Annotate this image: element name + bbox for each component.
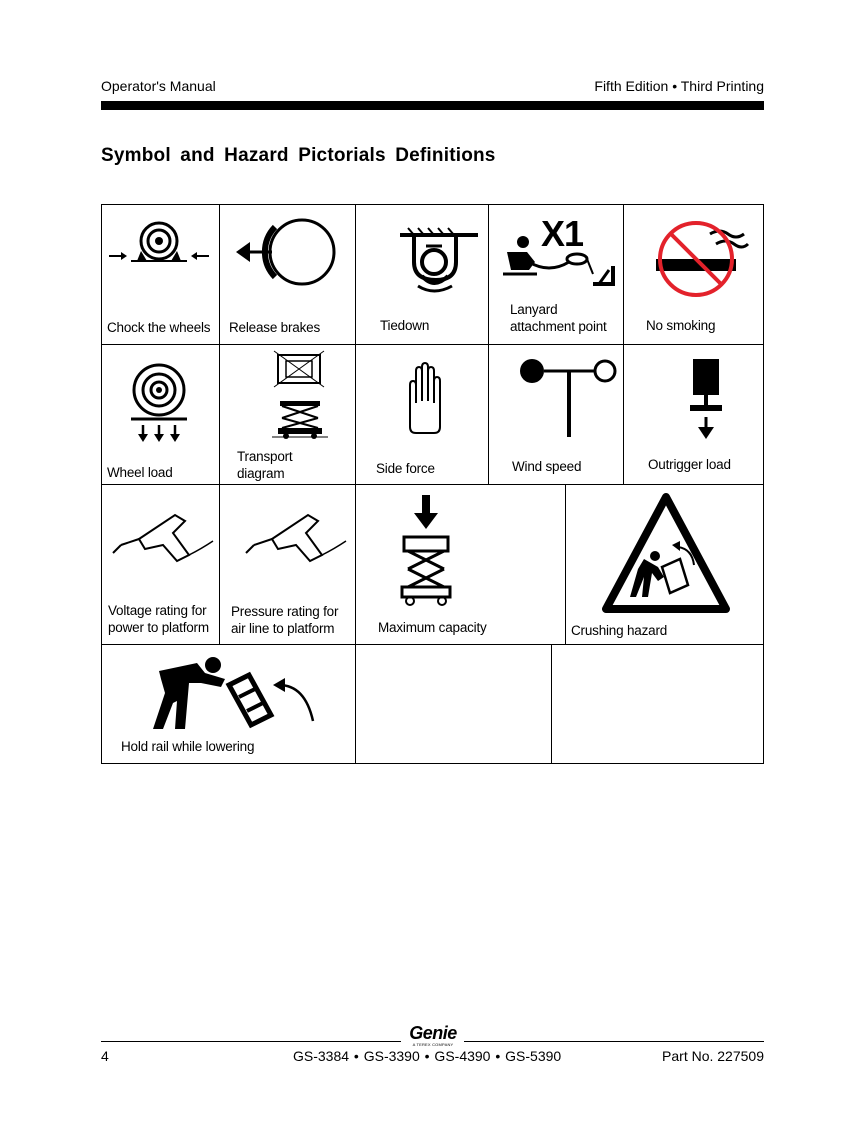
symbol-cell-transport-diagram [220, 345, 355, 484]
symbol-cell-tiedown [356, 204, 488, 344]
symbol-caption: Outrigger load [648, 457, 731, 472]
symbol-caption: Maximum capacity [378, 620, 487, 635]
logo-brand: Genie [409, 1023, 457, 1043]
logo-subtitle: A TEREX COMPANY [412, 1042, 454, 1047]
page-number: 4 [101, 1048, 109, 1064]
symbol-caption-line: Voltage rating for [108, 603, 207, 618]
symbol-cell-release-brakes [220, 204, 355, 344]
empty-cell [356, 645, 551, 763]
header-edition: Fifth Edition • Third Printing [594, 78, 764, 94]
symbol-caption: Chock the wheels [107, 320, 211, 335]
crushing-hazard-icon [566, 485, 763, 644]
symbol-caption-line: Transport [237, 449, 293, 464]
symbol-caption-line: attachment point [510, 319, 607, 334]
symbol-cell-wind-speed [489, 345, 623, 484]
header-manual-title: Operator's Manual [101, 78, 216, 94]
symbol-caption: Crushing hazard [571, 623, 668, 638]
symbol-cell-pressure-rating [220, 485, 355, 644]
symbol-caption: Wind speed [512, 459, 582, 474]
symbol-cell-hold-rail [101, 645, 355, 763]
footer-rule-left [101, 1041, 401, 1042]
footer-models: GS-3384 • GS-3390 • GS-4390 • GS-5390 [293, 1048, 562, 1064]
symbol-caption: Hold rail while lowering [121, 739, 255, 754]
genie-logo [402, 1024, 464, 1047]
symbol-cell-voltage-rating [101, 485, 219, 644]
symbol-cell-side-force [356, 345, 488, 484]
symbol-cell-crushing-hazard [566, 485, 763, 644]
symbol-cell-outrigger-load [624, 345, 763, 484]
symbol-caption-line: diagram [237, 466, 285, 481]
symbol-cell-maximum-capacity [356, 485, 565, 644]
symbol-caption: Side force [376, 461, 435, 476]
symbol-caption: No smoking [646, 318, 716, 333]
part-number: Part No. 227509 [662, 1048, 764, 1064]
symbol-cell-lanyard [489, 204, 623, 344]
symbol-cell-wheel-load [101, 345, 219, 484]
page-title: Symbol and Hazard Pictorials Definitions [101, 145, 496, 166]
lanyard-count-badge: X1 [541, 213, 584, 254]
footer-rule-right [464, 1041, 764, 1042]
symbol-caption: Release brakes [229, 320, 321, 335]
symbol-caption-line: Lanyard [510, 302, 558, 317]
table-border-bottom [101, 763, 764, 764]
symbol-caption: Wheel load [107, 465, 173, 480]
symbol-caption: Tiedown [380, 318, 430, 333]
symbol-cell-chock-wheels [101, 204, 219, 344]
symbol-caption-line: air line to platform [231, 621, 335, 636]
symbol-caption-line: Pressure rating for [231, 604, 339, 619]
empty-cell [552, 645, 763, 763]
header-rule [101, 101, 764, 110]
symbol-caption-line: power to platform [108, 620, 209, 635]
symbol-table [101, 204, 764, 764]
symbol-cell-no-smoking [624, 204, 763, 344]
